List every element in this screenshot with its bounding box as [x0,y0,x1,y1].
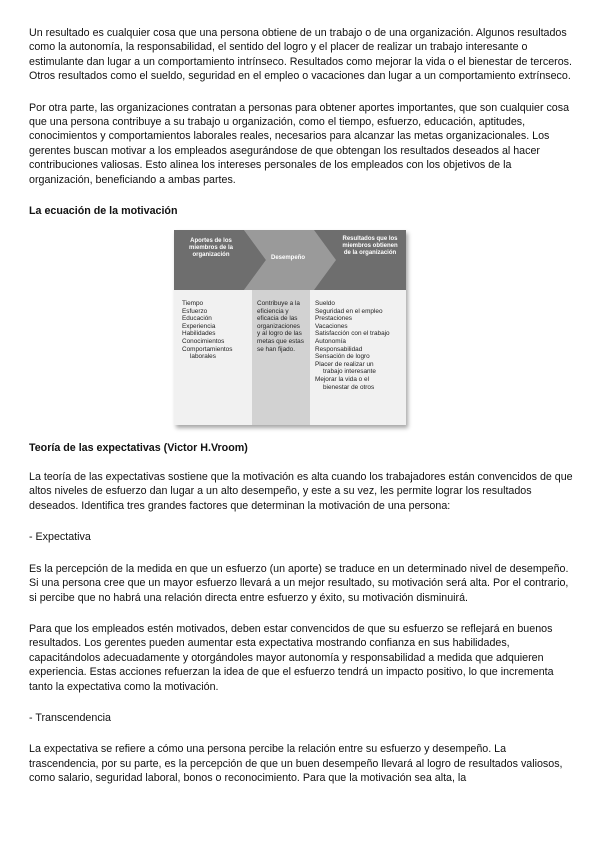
col3-item: Sueldo [315,300,335,308]
paragraph-expectativa-gerentes: Para que los empleados estén motivados, deben estar convencidos de que su esfuerzo se reflejará en buenos resultados. Los gerentes pueden aumentar esta expectativa mostrando confianza en sus habilidades, capacitándolos adecuadamente y otorgándoles mayor autonomía y responsabilidad a medida que adquieren experiencia. Estas acciones refuerzan la idea de que el esfuerzo tendrá un impacto positivo, lo que incrementa tanto la expectativa como la motivación. [29,622,554,693]
col3-item: trabajo interesante [323,368,376,376]
col1-item: Esfuerzo [182,307,208,315]
col1-item: Comportamientos [182,345,233,353]
col3-item: Seguridad en el empleo [315,307,383,315]
col2-item: eficacia de las [257,315,298,323]
col3-list [315,300,390,391]
motivation-equation-diagram [174,230,406,425]
col3-item: Vacaciones [315,322,348,330]
col3-item: Autonomía [315,338,346,346]
col2-item: Contribuye a la [257,300,300,308]
paragraph-transcendencia: La expectativa se refiere a cómo una persona percibe la relación entre su esfuerzo y desempeño. La trascendencia, por su parte, es la percepción de que un buen desempeño llevará al logro de resultados valiosos, como salario, seguridad laboral, bonos o reconocimiento. Para que la motivación sea alta, la [29,743,563,785]
paragraph-teoria: La teoría de las expectativas sostiene que la motivación es alta cuando los trabajadores están convencidos de que altos niveles de esfuerzo dan lugar a un alto desempeño, y este a su vez, les permite lograr los resultados deseados. Identifica tres grandes factores que determinan la motivación de una persona: [29,471,573,512]
col1-header: Aportes de los miembros de la organización [188,238,233,259]
col1-item: Habilidades [182,330,216,338]
col1-item: Conocimientos [182,338,225,346]
paragraph-resultados: Un resultado es cualquier cosa que una persona obtiene de un trabajo o de una organización. Algunos resultados como la autonomía, la responsabilidad, el sentido del logro y el placer de realizar un trabajo interesante o estimulante dan lugar a un comportamiento intrínseco. Resultados como mejorar la vida o el bienestar de terceros. Otros resultados como el sueldo, seguridad en el empleo o vacaciones dan lugar a un comportamiento extrínseco. [29,27,572,83]
paragraph-expectativa-definicion: Es la percepción de la medida en que un esfuerzo (un aporte) se traduce en un determinado nivel de desempeño. Si una persona cree que un mayor esfuerzo llevará a un mejor resultado, su motivación será alta. Por el contrario, si percibe que no habrá una relación directa entre esfuerzo y éxito, su motivación disminuirá. [29,562,569,604]
col1-item: Experiencia [182,322,216,330]
col3-item: Satisfacción con el trabajo [315,330,390,338]
col2-item: metas que estas [257,338,304,346]
subheading-transcendencia: - Transcendencia [29,711,111,724]
heading-ecuacion-motivacion: La ecuación de la motivación [29,205,178,218]
subheading-expectativa: - Expectativa [29,531,91,544]
col1-list [182,300,232,361]
document-body [29,26,574,803]
col3-item: Prestaciones [315,315,352,323]
col3-header: Resultados que los miembros obtienen de la organización [342,236,398,257]
col1-item: Tiempo [182,300,204,308]
col3-item: Placer de realizar un [315,360,374,368]
col2-item: eficiencia y [257,307,289,315]
col2-item: se han fijado. [257,345,296,353]
col1-item: laborales [190,353,216,361]
col2-list [257,300,304,353]
col2-item: y al logro de las [257,330,302,338]
heading-teoria-expectativas: Teoría de las expectativas (Victor H.Vroom) [29,442,248,455]
col2-item: organizaciones [257,322,300,330]
paragraph-aportes: Por otra parte, las organizaciones contratan a personas para obtener aportes importantes, que son cualquier cosa que una persona contribuye a su trabajo u organización, como el tiempo, esfuerzo, educación, aptitudes, conocimientos y comportamientos laborales reales, necesarios para alcanzar las metas organizacionales. Los gerentes buscan motivar a los empleados asegurándose de que obtengan los resultados deseados al hacer contribuciones valiosas. Esto alinea los intereses personales de los empleados con los objetivos de la organización, beneficiando a ambas partes. [29,101,570,186]
col2-header: Desempeño [270,255,305,262]
col1-item: Educación [182,315,212,323]
col3-item: Sensación de logro [315,353,370,361]
col3-item: bienestar de otros [323,383,375,391]
col3-item: Mejorar la vida o el [315,376,369,383]
col3-item: Responsabilidad [315,345,363,353]
